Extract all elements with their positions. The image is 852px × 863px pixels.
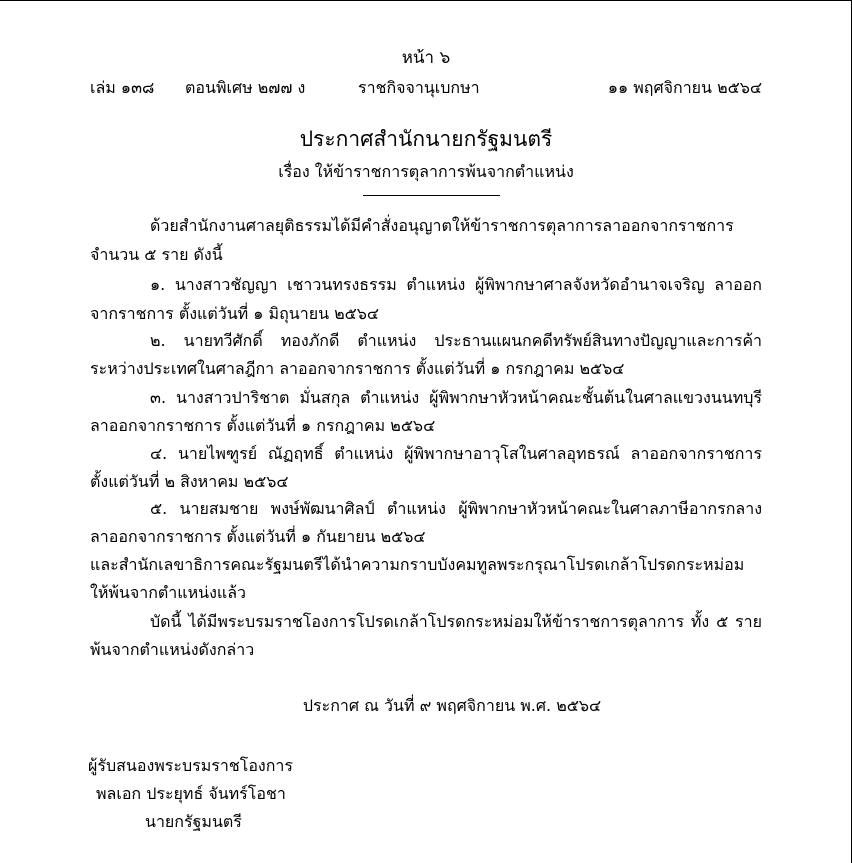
item-4-line-2: ตั้งแต่วันที่ ๒ สิงหาคม ๒๕๖๔: [90, 472, 289, 491]
page-number: หน้า ๖: [401, 48, 451, 68]
item-5-line-2: ลาออกจากราชการ ตั้งแต่วันที่ ๑ กันยายน ๒๕๖๔: [90, 527, 426, 546]
announcement-subject: เรื่อง ให้ข้าราชการตุลาการพ้นจากตำแหน่ง: [278, 162, 574, 181]
announcement-date: ประกาศ ณ วันที่ ๙ พฤศจิกายน พ.ศ. ๒๕๖๔: [302, 696, 602, 715]
signatory-title: นายกรัฐมนตรี: [145, 812, 242, 831]
item-2-line-2: ระหว่างประเทศในศาลฎีกา ลาออกจากราชการ ตั้งแต่วันที่ ๑ กรกฎาคม ๒๕๖๔: [90, 359, 625, 378]
intro-line-2: จำนวน ๕ ราย ดังนี้: [90, 245, 223, 264]
item-2-line-1: ๒. นายทวีศักดิ์ ทองภักดี ตำแหน่ง ประธานแผนกคดีทรัพย์สินทางปัญญาและการค้า: [150, 331, 762, 350]
item-1-line-1: ๑. นางสาวชัญญา เชาวนทรงธรรม ตำแหน่ง ผู้พิพากษาศาลจังหวัดอำนาจเจริญ ลาออก: [150, 275, 762, 294]
secretariat-line-1: และสำนักเลขาธิการคณะรัฐมนตรีได้นำความกราบบังคมทูลพระกรุณาโปรดเกล้าโปรดกระหม่อม: [90, 555, 745, 574]
item-4-line-1: ๔. นายไพฑูรย์ ณัฏฤทธิ์ ตำแหน่ง ผู้พิพากษาอาวุโสในศาลอุทธรณ์ ลาออกจากราชการ: [150, 444, 762, 463]
gazette-name: ราชกิจจานุเบกษา: [358, 78, 480, 97]
volume-label: เล่ม ๑๓๘: [90, 78, 155, 97]
secretariat-line-2: ให้พ้นจากตำแหน่งแล้ว: [90, 583, 246, 602]
intro-line-1: ด้วยสำนักงานศาลยุติธรรมได้มีคำสั่งอนุญาตให้ข้าราชการตุลาการลาออกจากราชการ: [150, 216, 734, 235]
item-3-line-1: ๓. นางสาวปาริชาต มั่นสกุล ตำแหน่ง ผู้พิพากษาหัวหน้าคณะชั้นต้นในศาลแขวงนนทบุรี: [150, 388, 762, 407]
countersign-label: ผู้รับสนองพระบรมราชโองการ: [88, 756, 293, 775]
item-5-line-1: ๕. นายสมชาย พงษ์พัฒนาศิลป์ ตำแหน่ง ผู้พิพากษาหัวหน้าคณะในศาลภาษีอากรกลาง: [150, 499, 762, 518]
signatory-name: พลเอก ประยุทธ์ จันทร์โอชา: [96, 784, 286, 803]
gazette-header: [90, 76, 762, 100]
conclusion-line-1: บัดนี้ ได้มีพระบรมราชโองการโปรดเกล้าโปรดกระหม่อมให้ข้าราชการตุลาการ ทั้ง ๕ ราย: [150, 612, 762, 631]
conclusion-line-2: พ้นจากตำแหน่งดังกล่าว: [90, 640, 255, 659]
title-divider: [363, 195, 500, 196]
item-3-line-2: ลาออกจากราชการ ตั้งแต่วันที่ ๑ กรกฎาคม ๒๕๖๔: [90, 416, 436, 435]
announcement-title: ประกาศสำนักนายกรัฐมนตรี: [299, 127, 553, 151]
publication-date: ๑๑ พฤศจิกายน ๒๕๖๔: [607, 78, 762, 97]
item-1-line-2: จากราชการ ตั้งแต่วันที่ ๑ มิถุนายน ๒๕๖๔: [90, 304, 380, 323]
section-label: ตอนพิเศษ ๒๗๗ ง: [185, 78, 306, 97]
